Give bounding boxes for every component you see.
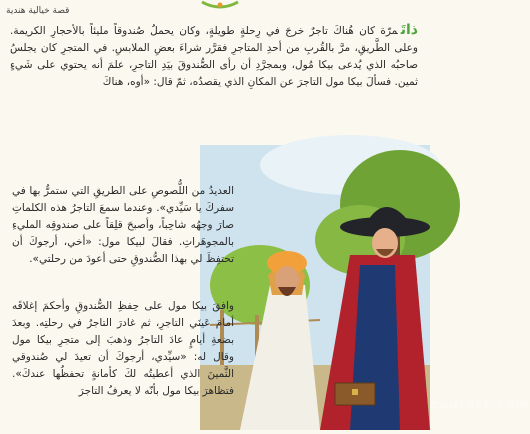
dropcap: ذاتَ bbox=[400, 22, 418, 38]
title-ornament-icon bbox=[198, 0, 242, 10]
series-label: قصة خيالية هندية bbox=[6, 6, 70, 16]
illustration-image bbox=[200, 145, 430, 430]
story-illustration bbox=[200, 145, 530, 430]
story-paragraph-middle: العديدُ من اللُّصوصِ على الطريقِ التي ستمرُّ بها في سفركَ يا سَيِّدي». وعندما سمعَ التاجرُ هذه الكلماتِ صارَ وجهُه شاحِباً، وأصبحَ قلِقاً على صندوقِه المليءِ بالمجوهَراتِ. فقالَ لبيكا مول: «أخي، أرجوكَ أن تحتفِظَ لي بهذا الصُّندوقِ حتى أعودَ من رحلتي». bbox=[12, 185, 234, 265]
paragraph-top-text: مرّة كان هُناكَ تاجرٌ خرجَ في رِحلةٍ طويلةٍ، وكان يحملُ صُندوقاً مليئاً بالأحجارِ الكريمة. وعلى الطَّريقِ، مرَّ بالقُربِ من أحدِ المتاجرِ فقرَّر شراءَ بعضِ الملابسِ. في المتجرِ كان يجلسُ صاحبُه الذي يُدعى بيكا مُول، وبمجرَّدِ أن رأى الصُّندوقَ بيَدِ التاجرِ، علمَ أنه يحتوي على شَيءٍ ثمين. فسألَ بيكا مول التاجرَ عن المكانِ الذي يقصدُه، ثمّ قال: «أوه، هناكَ bbox=[10, 25, 418, 88]
story-paragraph-bottom: وافقَ بيكا مول على حِفظِ الصُّندوقِ وأحكمَ إغلاقَه أمامَ عَينَي التاجرِ، ثم غادرَ التاجرُ في رحلتِه. وبعدَ بضعةِ أيامٍ عادَ التاجرُ وذهبَ إلى متجرِ بيكا مول وقال له: «سيِّدي، أرجوكَ أن تعيدَ لي صُندوقي الثَّمينَ الذي أعطيتُه لكَ كأمانةٍ تحفظُها عندكَ». فتظاهرَ بيكا مول بأنّه لا يعرفُ التاجرَ bbox=[12, 300, 234, 397]
watermark-text: coorart.com bbox=[430, 398, 530, 413]
story-paragraph-top bbox=[10, 22, 418, 91]
